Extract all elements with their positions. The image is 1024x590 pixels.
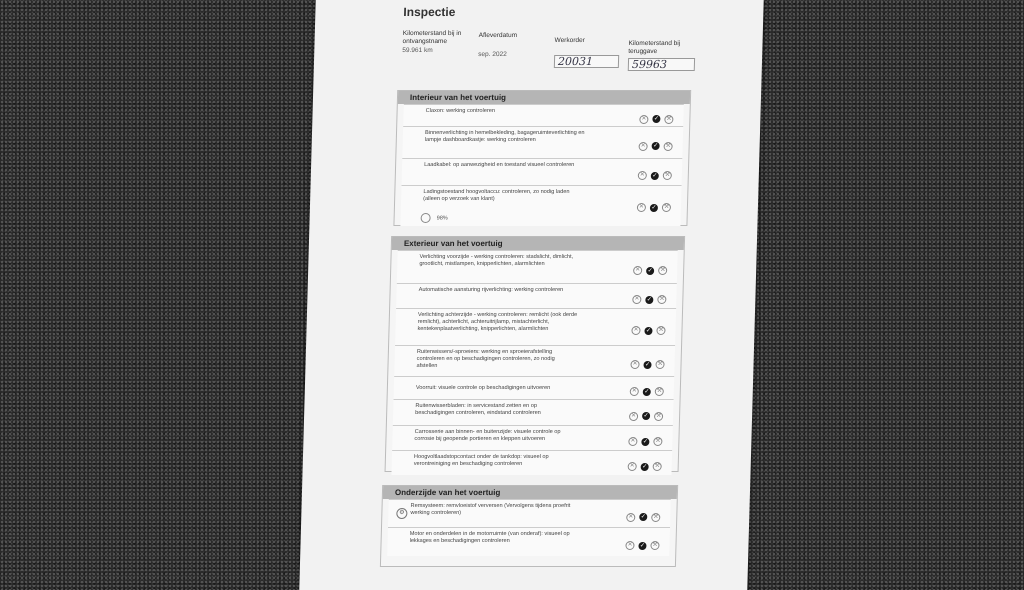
wrench-icon[interactable]: ⚒	[659, 296, 665, 303]
not-ok-icon[interactable]: ✕	[626, 513, 635, 522]
ok-icon[interactable]: ✓	[647, 267, 653, 274]
ok-icon[interactable]: ✓	[653, 143, 659, 150]
list-item	[402, 158, 683, 185]
section-title: Onderzijde van het voertuig	[383, 486, 677, 499]
not-ok-icon[interactable]: ✕	[630, 360, 639, 369]
wrench-icon[interactable]: ⚒	[655, 438, 661, 445]
item-text: Hoogvoltlaadstopcontact onder de tankdop: visueel op verontreiniging en beschadiging controleren	[413, 454, 549, 467]
wrench-icon[interactable]: ⚒	[663, 204, 670, 211]
ok-icon[interactable]: ✓	[645, 327, 652, 334]
km-received-value: 59.961 km	[402, 47, 433, 54]
not-ok-icon[interactable]: ✕	[628, 437, 637, 446]
item-text: Ruitenwisserbladen: in servicestand zetten en op beschadigingen controleren, eindstand controleren	[415, 403, 541, 416]
list-item	[402, 126, 683, 158]
item-text: Binnenverlichting in hemelbekleding, bagageruimteverlichting en lampje dashboardkastje: werking controleren	[424, 130, 585, 143]
ok-icon[interactable]: ✓	[643, 413, 649, 420]
workorder-label: Werkorder	[554, 37, 585, 44]
wrench-icon[interactable]: ⚒	[656, 388, 663, 395]
wrench-icon[interactable]: ⚒	[665, 142, 671, 149]
ok-icon[interactable]: ✓	[642, 438, 648, 445]
not-ok-icon[interactable]: ✕	[638, 171, 647, 180]
not-ok-icon[interactable]: ✕	[630, 387, 639, 396]
not-ok-icon[interactable]: ✕	[629, 412, 638, 421]
battery-icon	[420, 213, 430, 223]
section-title: Exterieur van het voertuig	[392, 237, 684, 250]
not-ok-icon[interactable]: ✕	[633, 266, 642, 275]
wrench-icon[interactable]: ⚒	[654, 463, 660, 470]
ok-icon[interactable]: ✓	[651, 204, 657, 211]
ok-icon[interactable]: ✓	[644, 361, 651, 368]
battery-level	[420, 213, 447, 223]
not-ok-icon[interactable]: ✕	[637, 203, 646, 212]
list-item	[391, 450, 672, 475]
item-text: Motor en onderdelen in de motorruimte (van onderaf): visueel op lekkages en beschadigingen controleren	[409, 531, 570, 544]
item-text: Ladingstoestand hoogvoltaccu: controleren, zo nodig laden (alleen op verzoek van klant)	[423, 189, 570, 202]
wrench-icon[interactable]: ⚒	[652, 513, 659, 520]
list-item	[395, 308, 676, 345]
km-return-label: Kilometerstand bij teruggave	[628, 40, 681, 55]
not-ok-icon[interactable]: ✕	[639, 115, 648, 124]
list-item	[388, 499, 671, 527]
ok-icon[interactable]: ✓	[640, 514, 646, 521]
ok-icon[interactable]: ✓	[639, 542, 646, 549]
list-item	[387, 527, 670, 556]
section-title: Interieur van het voertuig	[398, 91, 690, 104]
item-text: Remsysteem: remvloeistof verversen (Vervolgens tijdens proefrit werking controleren)	[410, 503, 571, 516]
wrench-icon[interactable]: ⚒	[655, 412, 662, 419]
inspection-sheet	[299, 0, 764, 590]
not-ok-icon[interactable]: ✕	[632, 295, 641, 304]
delivery-label: Afleverdatum	[478, 32, 518, 39]
list-item	[400, 185, 681, 226]
section-exterior	[385, 236, 686, 472]
wrench-icon[interactable]: ⚒	[657, 361, 663, 368]
list-item	[394, 376, 675, 399]
delivery-value: sep. 2022	[478, 51, 507, 58]
ok-icon[interactable]: ✓	[652, 172, 658, 179]
workorder-value: 20031	[554, 55, 619, 68]
wrench-icon[interactable]: ⚒	[666, 115, 672, 122]
not-ok-icon[interactable]: ✕	[639, 142, 648, 151]
not-ok-icon[interactable]: ✕	[628, 462, 637, 471]
wrench-icon[interactable]: ⚒	[659, 267, 666, 274]
km-return-value: 59963	[628, 58, 695, 71]
battery-value: 98%	[436, 215, 448, 222]
section-interior	[393, 90, 691, 226]
item-text: Verlichting achterzijde - werking controleren: remlicht (ook derde remlicht), achterlicht, achteruitrijlamp, mistachterlicht, kentekenplaatverlichting, knipperlichten, alarmlichten	[417, 312, 578, 332]
km-received-label: Kilometerstand bij in ontvangstname	[402, 30, 462, 45]
ok-icon[interactable]: ✓	[642, 463, 648, 470]
item-text: Carrosserie aan binnen- en buitenzijde: visuele controle op corrosie bij geopende portieren en kleppen uitvoeren	[414, 429, 561, 442]
wrench-icon[interactable]: ⚒	[658, 327, 664, 334]
ok-icon[interactable]: ✓	[644, 388, 650, 395]
section-underside	[380, 485, 678, 567]
brake-icon: ⚙	[396, 508, 407, 519]
page-title: Inspectie	[403, 5, 456, 19]
item-text: Ruitenwissers/-sproeiers: werking en sproeierafstelling controleren en op beschadigingen controleren, zo nodig afstellen	[416, 349, 555, 369]
item-text: Voorruit: visuele controle op beschadigingen uitvoeren	[415, 385, 551, 391]
item-text: Claxon: werking controleren	[425, 108, 496, 114]
wrench-icon[interactable]: ⚒	[652, 542, 658, 549]
list-item	[393, 399, 674, 425]
wrench-icon[interactable]: ⚒	[664, 172, 671, 179]
list-item	[403, 104, 684, 126]
list-item	[397, 250, 678, 283]
list-item	[396, 283, 677, 308]
item-text: Verlichting voorzijde - werking controleren: stadslicht, dimlicht, grootlicht, mistlampen, knipperlichten, alarmlichten	[419, 254, 574, 267]
ok-icon[interactable]: ✓	[653, 116, 659, 123]
list-item	[392, 425, 673, 450]
ok-icon[interactable]: ✓	[646, 296, 652, 303]
not-ok-icon[interactable]: ✕	[625, 541, 634, 550]
item-text: Laadkabel: op aanwezigheid en toestand visueel controleren	[424, 162, 575, 168]
not-ok-icon[interactable]: ✕	[631, 326, 640, 335]
item-text: Automatische aansturing rijverlichting: werking controleren	[418, 287, 564, 293]
list-item	[394, 345, 675, 376]
